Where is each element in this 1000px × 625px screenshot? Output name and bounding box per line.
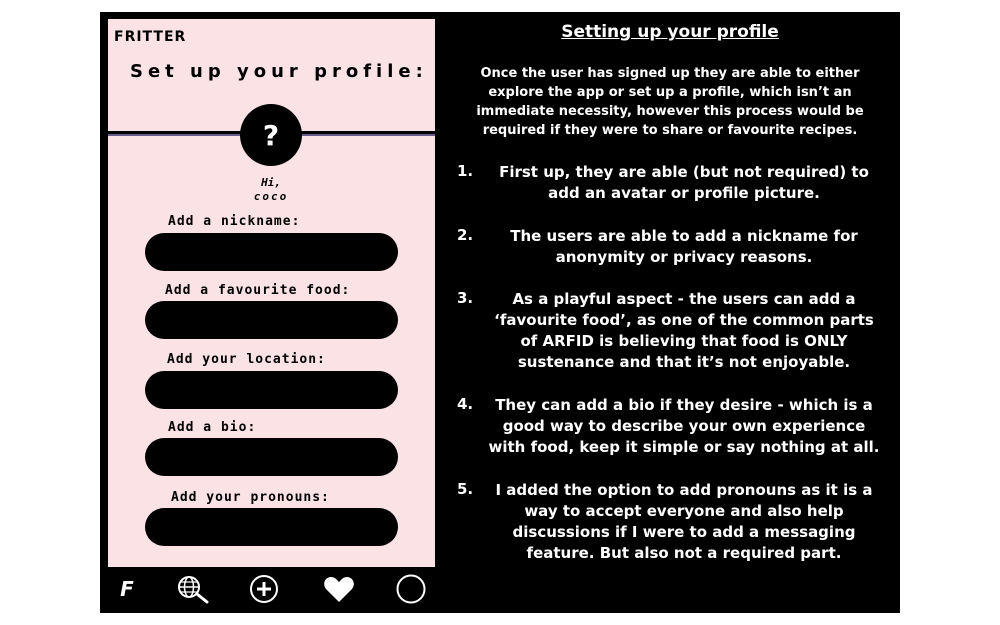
- nav-home[interactable]: [110, 572, 144, 606]
- step-number: 1.: [457, 162, 474, 180]
- bottom-navbar: [108, 568, 435, 613]
- explanation-panel: [445, 12, 895, 613]
- question-mark-icon: ?: [262, 118, 280, 152]
- pronouns-label: Add your pronouns:: [171, 490, 330, 505]
- presentation-board: [100, 12, 900, 613]
- greeting-line-1: Hi,: [261, 176, 281, 189]
- nav-add[interactable]: [247, 572, 281, 606]
- panel-title: Setting up your profile: [561, 22, 779, 42]
- greeting: [246, 176, 296, 204]
- location-input[interactable]: [145, 371, 398, 409]
- page-title: Set up your profile:: [130, 61, 428, 82]
- profile-circle-icon: [395, 573, 427, 605]
- location-label: Add your location:: [167, 352, 326, 367]
- step-number: 5.: [457, 480, 474, 498]
- fritter-f-icon: F: [120, 577, 134, 601]
- globe-search-icon: [176, 574, 210, 604]
- bio-input[interactable]: [145, 438, 398, 476]
- bio-label: Add a bio:: [168, 420, 257, 435]
- add-circle-icon: [248, 573, 280, 605]
- step-number: 2.: [457, 226, 474, 244]
- pronouns-input[interactable]: [145, 508, 398, 546]
- heart-icon: [323, 574, 355, 604]
- app-logo-text: FRITTER: [114, 29, 187, 45]
- nav-favourites[interactable]: [322, 572, 356, 606]
- phone-mockup: [108, 19, 435, 567]
- favourite-food-label: Add a favourite food:: [165, 283, 351, 298]
- step-text: I added the option to add pronouns as it is a way to accept everyone and also help discussions if I were to add a messaging feature. But also not a required part.: [495, 481, 873, 562]
- nav-profile[interactable]: [394, 572, 428, 606]
- favourite-food-input[interactable]: [145, 301, 398, 339]
- step-text: As a playful aspect - the users can add a ‘favourite food’, as one of the common parts of ARFID is believing that food is ONLY sustenance and that it’s not enjoyable.: [494, 290, 874, 371]
- step-number: 3.: [457, 289, 474, 307]
- nickname-input[interactable]: [145, 233, 398, 271]
- step-number: 4.: [457, 395, 474, 413]
- avatar-upload-button[interactable]: [240, 104, 302, 166]
- step-text: The users are able to add a nickname for anonymity or privacy reasons.: [510, 227, 858, 266]
- step-text: First up, they are able (but not required) to add an avatar or profile picture.: [499, 163, 869, 202]
- greeting-line-2: coco: [253, 190, 289, 203]
- nickname-label: Add a nickname:: [168, 214, 301, 229]
- step-text: They can add a bio if they desire - which is a good way to describe your own experience with food, keep it simple or say nothing at all.: [488, 396, 880, 456]
- panel-intro: Once the user has signed up they are able to either explore the app or set up a profile, which isn’t an immediate necessity, however this process would be required if they were to share or favourite recipes.: [476, 66, 864, 138]
- nav-explore[interactable]: [176, 572, 210, 606]
